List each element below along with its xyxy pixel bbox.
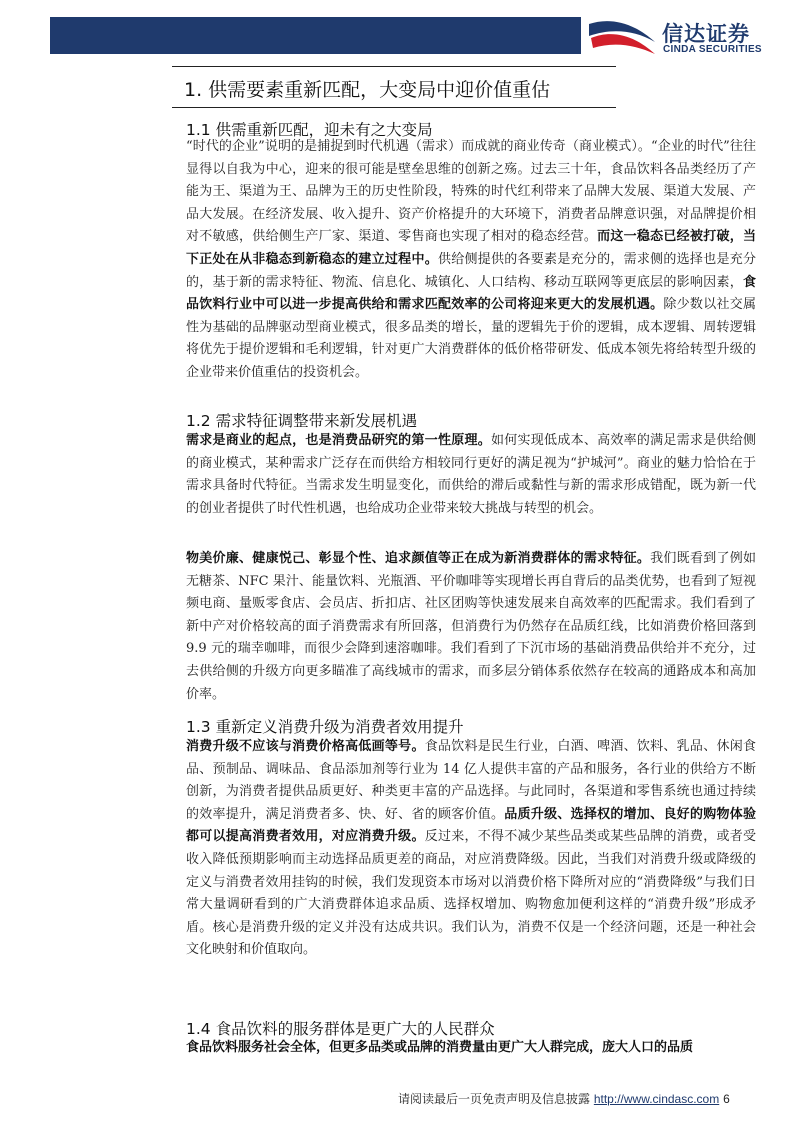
footer-disclaimer: 请阅读最后一页免责声明及信息披露 [398,1092,591,1106]
paragraph [186,430,756,520]
body-text: 食品饮料是民生行业，白酒、啤酒、饮料、乳品、休闲食品、预制品、调味品、食品添加剂等行业为 14 亿人提供丰富的产品和服务，各行业的供给方不断创新，为消费者提供品质更好、种类更丰富的产品选择。与此同时，各渠道和零售系统也通过持续的效率提升，满足消费者多、快、好、省的顾客价值。 [186,739,756,822]
page-footer [398,1090,730,1107]
emphasis-text: 消费升级不应该与消费价格高低画等号。 [186,739,425,754]
section-title-1-2: 1.2 需求特征调整带来新发展机遇 [186,412,418,430]
header-band [50,17,581,54]
emphasis-text: 物美价廉、健康悦己、彰显个性、追求颜值等正在成为新消费群体的需求特征。 [186,551,651,566]
company-logo [585,14,785,60]
section-title-1-4: 1.4 食品饮料的服务群体是更广大的人民群众 [186,1020,495,1038]
paragraph [186,136,756,385]
paragraph [186,1037,756,1060]
section-title-1-1: 1.1 供需重新匹配，迎未有之大变局 [186,121,433,139]
brand-name-en: CINDA SECURITIES [663,44,762,55]
section-title-1-3: 1.3 重新定义消费升级为消费者效用提升 [186,718,464,736]
logo-swoosh-icon [585,14,661,60]
body-text: 除少数以社交属性为基础的品牌驱动型商业模式，很多品类的增长，量的逻辑先于价的逻辑，成本逻辑、周转逻辑将优先于提价逻辑和毛利逻辑，针对更广大消费群体的低价格带研发、低成本领先将给转型升级的企业带来价值重估的投资机会。 [186,297,756,380]
body-text: 我们既看到了例如无糖茶、NFC 果汁、能量饮料、光瓶酒、平价咖啡等实现增长再自背后的品类优势，也看到了短视频电商、量贩零食店、会员店、折扣店、社区团购等快速发展来自高效率的匹配需求。我们看到了新中产对价格较高的面子消费需求有所回落，但消费行为仍然存在品质红线，比如消费价格回落到 9.9 元的瑞幸咖啡，而很少会降到速溶咖啡。我们看到了下沉市场的基础消费品供给并不充分，过去供给侧的升级方向更多瞄准了高线城市的需求，而多层分销体系依然存在较高的通路成本和高加价率。 [186,551,756,702]
body-text: “时代的企业”说明的是捕捉到时代机遇（需求）而成就的商业传奇（商业模式）。“企业的时代”往往显得以自我为中心，迎来的很可能是壁垒思维的创新之殇。过去三十年，食品饮料各品类经历了产能为王、渠道为王、品牌为王的历史性阶段，特殊的时代红利带来了品牌大发展、渠道大发展、产品大发展。在经济发展、收入提升、资产价格提升的大环境下，消费者品牌意识强，对品牌提价相对不敏感，供给侧生产厂家、渠道、零售商也实现了相对的稳态经营。 [186,139,756,245]
chapter-title [172,66,616,108]
body-text: 反过来，不得不减少某些品类或某些品牌的消费，或者受收入降低预期影响而主动选择品质更差的商品，对应消费降级。因此，当我们对消费升级或降级的定义与消费者效用挂钩的时候，我们发现资本市场对以消费价格下降所对应的“消费降级”与我们日常大量调研看到的广大消费群体追求品质、选择权增加、购物愈加便利这样的“消费升级”形成矛盾。核心是消费升级的定义并没有达成共识。我们认为，消费不仅是一个经济问题，还是一种社会文化映射和价值取向。 [186,829,756,958]
emphasis-text: 食品饮料行业中可以进一步提高供给和需求匹配效率的公司将迎来更大的发展机遇。 [186,274,756,313]
emphasis-text: 品质升级、选择权的增加、良好的购物体验都可以提高消费者效用，对应消费升级。 [186,806,756,845]
emphasis-text: 食品饮料服务社会全体，但更多品类或品牌的消费量由更广大人群完成，庞大人口的品质 [186,1040,694,1055]
page-number: 6 [723,1092,730,1106]
body-text: 如何实现低成本、高效率的满足需求是供给侧的商业模式，某种需求广泛存在而供给方相较同行更好的满足视为“护城河”。商业的魅力恰恰在于需求具备时代特征。当需求发生明显变化，而供给的滞后或黏性与新的需求形成错配，既为新一代的创业者提供了时代性机遇，也给成功企业带来较大挑战与转型的机会。 [186,433,756,516]
brand-name-cn: 信达证券 [662,22,750,46]
paragraph [186,548,756,706]
paragraph [186,736,756,962]
chapter-title-text: 1. 供需要素重新匹配，大变局中迎价值重估 [184,79,551,101]
emphasis-text: 而这一稳态已经被打破，当下正处在从非稳态到新稳态的建立过程中。 [186,229,756,267]
footer-url-link[interactable]: http://www.cindasc.com [593,1092,720,1106]
body-text: 供给侧提供的各要素是充分的，需求侧的选择也是充分的，基于新的需求特征、物流、信息化、城镇化、人口结构、移动互联网等更底层的影响因素， [186,251,756,290]
emphasis-text: 需求是商业的起点，也是消费品研究的第一性原理。 [186,433,492,448]
